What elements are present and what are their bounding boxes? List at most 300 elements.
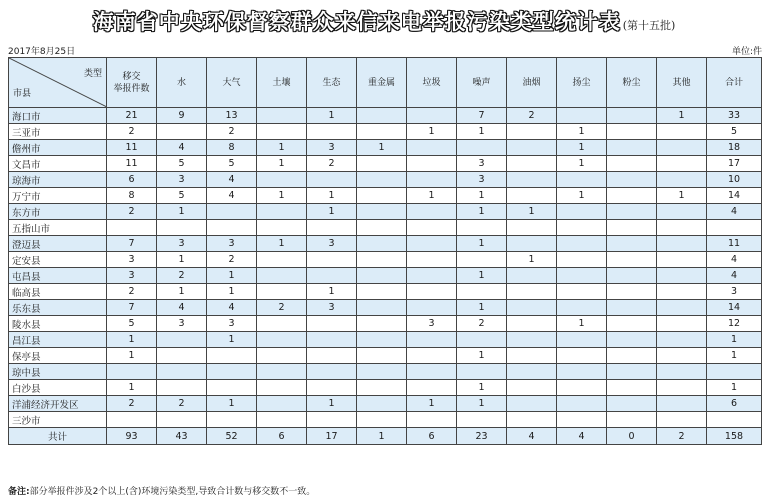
count-cell [357,204,407,220]
count-cell: 1 [107,332,157,348]
count-cell: 1 [257,236,307,252]
total-count-cell: 23 [457,428,507,445]
count-cell: 3 [207,236,257,252]
count-cell: 11 [107,140,157,156]
count-cell [657,268,707,284]
count-cell [607,332,657,348]
count-cell: 5 [707,124,762,140]
report-unit: 单位:件 [731,47,762,57]
count-cell [607,252,657,268]
city-name-cell: 澄迈县 [9,236,107,252]
city-name-cell: 五指山市 [9,220,107,236]
count-cell: 14 [707,300,762,316]
total-count-cell: 93 [107,428,157,445]
report-date: 2017年8月25日 [8,47,76,57]
count-cell: 1 [707,348,762,364]
city-name-cell: 东方市 [9,204,107,220]
count-cell [507,236,557,252]
count-cell [207,204,257,220]
count-cell [557,236,607,252]
table-row [9,204,762,220]
city-name-cell: 琼中县 [9,364,107,380]
count-cell [607,124,657,140]
count-cell [407,332,457,348]
count-cell: 1 [307,188,357,204]
count-cell: 5 [207,156,257,172]
corner-header-type: 类型 [83,69,102,79]
count-cell [457,364,507,380]
city-name-cell: 儋州市 [9,140,107,156]
count-cell: 1 [207,284,257,300]
count-cell [407,348,457,364]
count-cell: 4 [707,252,762,268]
count-cell [507,332,557,348]
count-cell [257,204,307,220]
count-cell: 10 [707,172,762,188]
count-cell: 3 [457,156,507,172]
count-cell: 1 [257,156,307,172]
table-row [9,268,762,284]
count-cell [257,412,307,428]
count-cell [257,332,307,348]
column-header-label: 噪声 [472,77,491,88]
count-cell [507,156,557,172]
count-cell [607,396,657,412]
column-header [607,58,657,108]
count-cell: 1 [257,140,307,156]
total-count-cell: 17 [307,428,357,445]
count-cell: 3 [157,316,207,332]
city-name-cell: 乐东县 [9,300,107,316]
total-label-cell: 共计 [9,428,107,445]
count-cell [307,220,357,236]
column-header [507,58,557,108]
count-cell: 2 [157,268,207,284]
count-cell [457,332,507,348]
column-header-label: 粉尘 [622,77,641,88]
column-header-label: 举报件数 [113,83,150,94]
count-cell: 3 [207,316,257,332]
count-cell: 1 [557,124,607,140]
table-row [9,412,762,428]
count-cell [257,108,307,124]
count-cell [557,172,607,188]
count-cell: 1 [707,380,762,396]
column-header [307,58,357,108]
column-header [557,58,607,108]
city-name-cell: 海口市 [9,108,107,124]
count-cell [157,348,207,364]
total-count-cell: 2 [657,428,707,445]
count-cell: 1 [457,124,507,140]
count-cell [307,252,357,268]
count-cell: 1 [307,396,357,412]
count-cell [207,364,257,380]
count-cell [657,220,707,236]
count-cell: 2 [107,396,157,412]
count-cell: 8 [207,140,257,156]
count-cell [657,396,707,412]
count-cell [607,220,657,236]
total-count-cell: 6 [407,428,457,445]
count-cell: 7 [107,300,157,316]
report-title-batch: (第十五批) [622,19,676,32]
count-cell [557,332,607,348]
count-cell: 2 [257,300,307,316]
count-cell [507,268,557,284]
count-cell: 1 [507,252,557,268]
count-cell: 2 [507,108,557,124]
count-cell [607,300,657,316]
count-cell [357,108,407,124]
column-header-label: 土壤 [272,77,291,88]
count-cell: 11 [107,156,157,172]
count-cell: 1 [557,140,607,156]
count-cell [257,124,307,140]
count-cell: 4 [207,172,257,188]
count-cell [407,380,457,396]
count-cell [207,220,257,236]
count-cell [557,252,607,268]
count-cell [507,316,557,332]
count-cell: 2 [107,284,157,300]
city-name-cell: 陵水县 [9,316,107,332]
count-cell [357,236,407,252]
count-cell: 1 [557,156,607,172]
count-cell: 18 [707,140,762,156]
count-cell [107,412,157,428]
count-cell [557,364,607,380]
count-cell [607,268,657,284]
count-cell: 1 [457,300,507,316]
total-count-cell: 158 [707,428,762,445]
count-cell [357,156,407,172]
count-cell [657,236,707,252]
count-cell [657,332,707,348]
count-cell [357,380,407,396]
count-cell [607,204,657,220]
count-cell: 6 [107,172,157,188]
table-row [9,220,762,236]
count-cell [657,252,707,268]
count-cell [507,140,557,156]
table-row [9,396,762,412]
count-cell: 4 [157,140,207,156]
count-cell: 9 [157,108,207,124]
count-cell [507,124,557,140]
count-cell [407,108,457,124]
count-cell [557,284,607,300]
count-cell [507,300,557,316]
table-row [9,236,762,252]
count-cell [257,364,307,380]
count-cell: 3 [157,172,207,188]
column-header [107,58,157,108]
count-cell [657,300,707,316]
total-count-cell: 6 [257,428,307,445]
count-cell [707,220,762,236]
column-header-label: 油烟 [522,77,541,88]
count-cell: 1 [307,284,357,300]
count-cell: 21 [107,108,157,124]
count-cell [607,316,657,332]
count-cell [407,140,457,156]
count-cell: 1 [157,284,207,300]
count-cell [307,348,357,364]
count-cell [157,124,207,140]
count-cell [307,332,357,348]
count-cell [557,412,607,428]
count-cell: 4 [207,300,257,316]
count-cell [357,220,407,236]
count-cell [357,396,407,412]
count-cell: 1 [657,188,707,204]
table-row [9,364,762,380]
column-header-label: 扬尘 [572,77,591,88]
count-cell [357,284,407,300]
count-cell [607,108,657,124]
table-row [9,316,762,332]
count-cell: 1 [457,380,507,396]
city-name-cell: 屯昌县 [9,268,107,284]
count-cell [307,124,357,140]
column-header [207,58,257,108]
count-cell: 11 [707,236,762,252]
count-cell: 6 [707,396,762,412]
total-count-cell: 0 [607,428,657,445]
column-header-label: 移交 [122,71,141,82]
count-cell: 1 [657,108,707,124]
count-cell [357,348,407,364]
count-cell [357,124,407,140]
count-cell [657,204,707,220]
count-cell [257,396,307,412]
count-cell: 8 [107,188,157,204]
count-cell: 3 [707,284,762,300]
count-cell [657,316,707,332]
count-cell [457,412,507,428]
count-cell [307,380,357,396]
count-cell: 1 [457,396,507,412]
count-cell [457,220,507,236]
city-name-cell: 文昌市 [9,156,107,172]
count-cell: 5 [157,188,207,204]
count-cell [507,364,557,380]
count-cell [257,220,307,236]
city-name-cell: 昌江县 [9,332,107,348]
footnote [8,484,315,497]
count-cell: 4 [707,204,762,220]
count-cell [657,172,707,188]
count-cell: 1 [207,396,257,412]
footnote-text: 部分举报件涉及2个以上(含)环境污染类型,导致合计数与移交数不一致。 [29,487,316,497]
count-cell [257,268,307,284]
table-body [9,108,762,445]
count-cell: 3 [407,316,457,332]
total-count-cell: 43 [157,428,207,445]
count-cell: 1 [457,204,507,220]
count-cell [507,284,557,300]
count-cell: 1 [157,252,207,268]
column-header [357,58,407,108]
count-cell [657,364,707,380]
count-cell [407,220,457,236]
count-cell [357,412,407,428]
count-cell: 2 [457,316,507,332]
column-header-label: 其他 [672,77,691,88]
count-cell [407,236,457,252]
city-name-cell: 定安县 [9,252,107,268]
footnote-label: 备注: [8,487,30,497]
count-cell [557,348,607,364]
total-count-cell: 4 [557,428,607,445]
statistics-table [8,57,762,445]
count-cell [357,188,407,204]
city-name-cell: 白沙县 [9,380,107,396]
count-cell [507,172,557,188]
count-cell: 12 [707,316,762,332]
count-cell [657,380,707,396]
count-cell: 5 [157,156,207,172]
count-cell [107,220,157,236]
count-cell: 17 [707,156,762,172]
report-title-main: 海南省中央环保督察群众来信来电举报污染类型统计表 [92,9,621,34]
count-cell [407,364,457,380]
count-cell: 2 [107,204,157,220]
table-row [9,284,762,300]
count-cell [407,268,457,284]
count-cell [507,396,557,412]
count-cell: 1 [457,188,507,204]
city-name-cell: 三沙市 [9,412,107,428]
count-cell: 2 [207,252,257,268]
count-cell: 2 [107,124,157,140]
city-name-cell: 三亚市 [9,124,107,140]
count-cell [457,284,507,300]
count-cell: 14 [707,188,762,204]
table-row [9,300,762,316]
count-cell: 1 [107,348,157,364]
count-cell [507,348,557,364]
city-name-cell: 万宁市 [9,188,107,204]
column-header [157,58,207,108]
count-cell: 5 [107,316,157,332]
count-cell [207,348,257,364]
city-name-cell: 保亭县 [9,348,107,364]
total-row [9,428,762,445]
count-cell [607,380,657,396]
count-cell: 3 [107,268,157,284]
column-header [257,58,307,108]
count-cell [607,140,657,156]
city-name-cell: 临高县 [9,284,107,300]
count-cell [357,172,407,188]
count-cell: 1 [407,188,457,204]
count-cell [507,412,557,428]
count-cell [407,412,457,428]
count-cell: 3 [307,140,357,156]
count-cell [357,316,407,332]
count-cell: 3 [307,300,357,316]
count-cell [607,156,657,172]
count-cell: 1 [507,204,557,220]
count-cell: 1 [207,332,257,348]
column-header-label: 生态 [322,77,341,88]
count-cell [557,268,607,284]
count-cell: 1 [157,204,207,220]
count-cell: 4 [207,188,257,204]
count-cell [557,300,607,316]
count-cell [657,348,707,364]
table-row [9,156,762,172]
count-cell [557,204,607,220]
count-cell: 1 [457,268,507,284]
count-cell [307,172,357,188]
city-name-cell: 洋浦经济开发区 [9,396,107,412]
total-count-cell: 4 [507,428,557,445]
count-cell [407,172,457,188]
count-cell: 7 [107,236,157,252]
count-cell: 3 [157,236,207,252]
count-cell [707,364,762,380]
table-row [9,140,762,156]
count-cell: 7 [457,108,507,124]
count-cell [357,252,407,268]
count-cell: 4 [707,268,762,284]
column-header [707,58,762,108]
count-cell [407,252,457,268]
total-count-cell: 52 [207,428,257,445]
count-cell [507,380,557,396]
count-cell [607,284,657,300]
count-cell [657,140,707,156]
header-row [9,58,762,108]
count-cell [257,316,307,332]
table-row [9,380,762,396]
column-header-label: 水 [176,77,186,88]
corner-header-city: 市县 [13,89,32,99]
count-cell [157,364,207,380]
count-cell [257,348,307,364]
count-cell: 2 [307,156,357,172]
count-cell [407,284,457,300]
column-header [407,58,457,108]
count-cell [357,268,407,284]
count-cell [607,236,657,252]
count-cell [557,220,607,236]
table-row [9,124,762,140]
count-cell [407,204,457,220]
count-cell [657,124,707,140]
count-cell [307,316,357,332]
count-cell [407,300,457,316]
count-cell [457,140,507,156]
count-cell: 13 [207,108,257,124]
count-cell: 1 [307,108,357,124]
count-cell [557,396,607,412]
count-cell [257,284,307,300]
count-cell [357,300,407,316]
count-cell: 1 [457,348,507,364]
count-cell: 1 [707,332,762,348]
count-cell [257,252,307,268]
count-cell [557,108,607,124]
count-cell: 1 [557,188,607,204]
count-cell: 1 [407,124,457,140]
count-cell: 2 [157,396,207,412]
corner-header-cell [9,58,107,108]
table-row [9,188,762,204]
